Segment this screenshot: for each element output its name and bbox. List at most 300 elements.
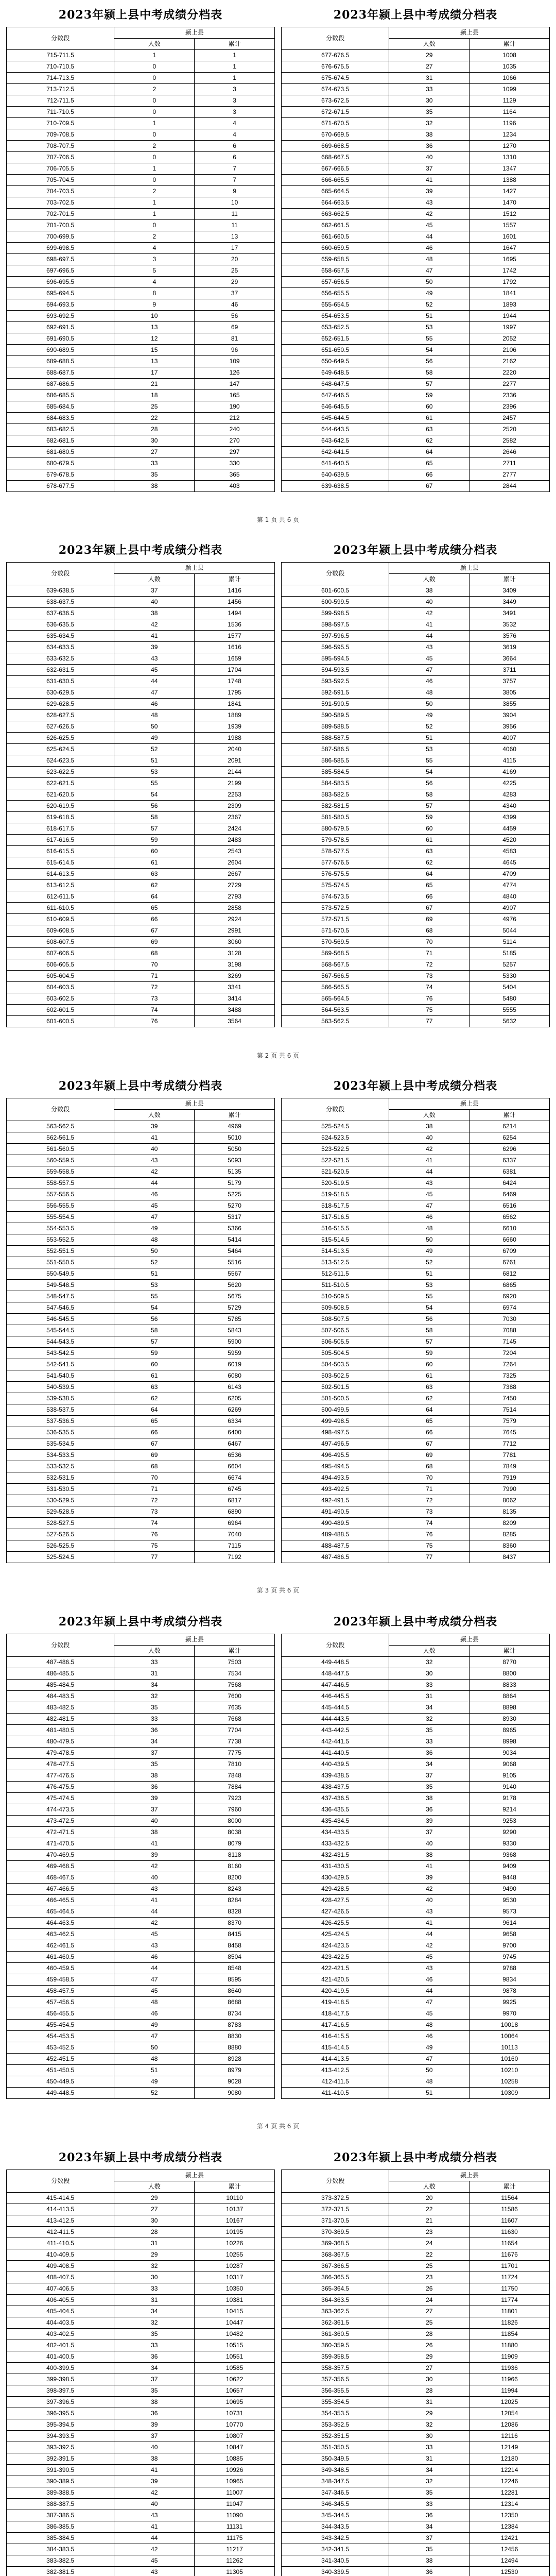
cumulative-cell: 3664: [470, 653, 550, 665]
count-cell: 44: [389, 1166, 470, 1178]
cumulative-cell: 4969: [195, 1121, 275, 1132]
cumulative-cell: 7635: [195, 1702, 275, 1714]
count-cell: 35: [389, 1782, 470, 1793]
table-row: [7, 2295, 275, 2306]
count-cell: 32: [389, 1714, 470, 1725]
count-cell: 35: [114, 469, 195, 481]
score-range-cell: 651-650.5: [282, 345, 389, 356]
score-range-cell: 645-644.5: [282, 413, 389, 424]
score-range-cell: 400-399.5: [7, 2363, 114, 2374]
count-cell: 64: [114, 891, 195, 903]
score-range-cell: 575-574.5: [282, 880, 389, 891]
score-range-cell: 404-403.5: [7, 2317, 114, 2329]
count-cell: 68: [389, 925, 470, 937]
score-range-cell: 563-562.5: [282, 1016, 389, 1027]
table-row: [282, 631, 550, 642]
cumulative-cell: 7712: [470, 1438, 550, 1450]
score-header: 分数段: [282, 27, 389, 50]
page-1: [0, 3, 556, 492]
score-table: [281, 2170, 550, 2576]
cumulative-cell: 7192: [195, 1552, 275, 1563]
cumulative-cell: 7264: [470, 1359, 550, 1370]
table-row: [282, 1997, 550, 2008]
cumulative-cell: 9970: [470, 2008, 550, 2020]
cumulative-cell: 7919: [470, 1472, 550, 1484]
table-row: [282, 1804, 550, 1816]
count-cell: 44: [389, 231, 470, 243]
count-cell: 68: [114, 1461, 195, 1472]
cumulative-cell: 6674: [195, 1472, 275, 1484]
count-cell: 41: [389, 1918, 470, 1929]
table-row: [282, 129, 550, 141]
table-row: [282, 2351, 550, 2363]
cumulative-cell: 7040: [195, 1529, 275, 1540]
count-cell: 36: [389, 2567, 470, 2576]
count-cell: 56: [389, 1314, 470, 1325]
county-header: 颍上县: [114, 27, 275, 39]
cumulative-cell: 11676: [470, 2249, 550, 2261]
table-row: [282, 322, 550, 333]
cumulative-cell: 1601: [470, 231, 550, 243]
score-range-cell: 671-670.5: [282, 118, 389, 129]
table-row: [7, 197, 275, 209]
cumulative-cell: 9448: [470, 1872, 550, 1884]
score-range-cell: 683-682.5: [7, 424, 114, 435]
count-cell: 40: [114, 1816, 195, 1827]
count-cell: 45: [114, 2555, 195, 2567]
table-row: [7, 1759, 275, 1770]
cumulative-cell: 10137: [195, 2204, 275, 2215]
cumulative-cell: 10551: [195, 2351, 275, 2363]
score-range-cell: 407-406.5: [7, 2283, 114, 2295]
score-range-cell: 665-664.5: [282, 186, 389, 197]
count-cell: 32: [114, 1691, 195, 1702]
cumulative-cell: 5185: [470, 948, 550, 959]
cumulative-cell: 9214: [470, 1804, 550, 1816]
cumulative-cell: 9878: [470, 1986, 550, 1997]
cumulative-cell: 6516: [470, 1200, 550, 1212]
score-range-cell: 715-711.5: [7, 50, 114, 61]
count-cell: 52: [114, 744, 195, 755]
score-range-cell: 439-438.5: [282, 1770, 389, 1782]
score-range-cell: 399-398.5: [7, 2374, 114, 2385]
score-range-cell: 426-425.5: [282, 1918, 389, 1929]
cumulative-cell: 2336: [470, 390, 550, 401]
table-row: [7, 1691, 275, 1702]
table-row: [7, 2419, 275, 2431]
table-row: [7, 299, 275, 311]
table-row: [7, 2340, 275, 2351]
count-cell: 37: [114, 2431, 195, 2442]
count-cell: 47: [389, 265, 470, 277]
count-cell: 41: [114, 2465, 195, 2476]
cumulative-cell: 8458: [195, 1940, 275, 1952]
score-range-cell: 660-659.5: [282, 243, 389, 254]
count-cell: 51: [389, 311, 470, 322]
table-row: [282, 1748, 550, 1759]
cumulative-cell: 8062: [470, 1495, 550, 1506]
table-row: [7, 1005, 275, 1016]
cumulative-cell: 10113: [470, 2042, 550, 2054]
score-range-cell: 603-602.5: [7, 993, 114, 1005]
count-cell: 4: [114, 243, 195, 254]
count-cell: 1: [114, 197, 195, 209]
count-cell: 49: [389, 2042, 470, 2054]
cumulative-header: 累计: [195, 2181, 275, 2193]
score-range-cell: 659-658.5: [282, 254, 389, 265]
score-table: [281, 1634, 550, 2099]
table-row: [7, 1518, 275, 1529]
cumulative-cell: 6761: [470, 1257, 550, 1268]
score-range-cell: 591-590.5: [282, 699, 389, 710]
score-range-cell: 681-680.5: [7, 447, 114, 458]
count-cell: 56: [114, 1314, 195, 1325]
cumulative-cell: 11607: [470, 2215, 550, 2227]
cumulative-cell: 10657: [195, 2385, 275, 2397]
cumulative-cell: 2711: [470, 458, 550, 469]
count-cell: 29: [389, 50, 470, 61]
table-row: [7, 1736, 275, 1748]
cumulative-cell: 9614: [470, 1918, 550, 1929]
table-row: [282, 2065, 550, 2076]
count-cell: 32: [389, 2419, 470, 2431]
cumulative-cell: 7645: [470, 1427, 550, 1438]
table-row: [7, 390, 275, 401]
table-row: [7, 710, 275, 721]
cumulative-cell: 1841: [470, 288, 550, 299]
score-range-cell: 454-453.5: [7, 2031, 114, 2042]
table-row: [282, 2054, 550, 2065]
cumulative-cell: 9034: [470, 1748, 550, 1759]
score-range-cell: 549-548.5: [7, 1280, 114, 1291]
count-cell: 0: [114, 175, 195, 186]
score-range-cell: 601-600.5: [7, 1016, 114, 1027]
score-range-cell: 713-712.5: [7, 84, 114, 95]
count-cell: 36: [389, 1748, 470, 1759]
cumulative-cell: 9368: [470, 1850, 550, 1861]
count-cell: 24: [389, 2295, 470, 2306]
cumulative-cell: 2220: [470, 367, 550, 379]
count-header: 人数: [114, 1646, 195, 1657]
count-cell: 36: [389, 2510, 470, 2521]
score-range-cell: 640-639.5: [282, 469, 389, 481]
table-row: [7, 1189, 275, 1200]
score-range-cell: 563-562.5: [7, 1121, 114, 1132]
table-row: [282, 2088, 550, 2099]
count-cell: 59: [114, 1348, 195, 1359]
score-range-cell: 551-550.5: [7, 1257, 114, 1268]
table-row: [282, 1155, 550, 1166]
score-range-cell: 530-529.5: [7, 1495, 114, 1506]
table-row: [7, 2227, 275, 2238]
score-range-cell: 615-614.5: [7, 857, 114, 869]
table-row: [282, 1257, 550, 1268]
table-row: [282, 424, 550, 435]
score-table: [281, 27, 550, 492]
table-row: [7, 2020, 275, 2031]
table-row: [7, 2272, 275, 2283]
table-row: [7, 2487, 275, 2499]
table-row: [7, 2031, 275, 2042]
table-row: [7, 982, 275, 993]
cumulative-cell: 10482: [195, 2329, 275, 2340]
count-cell: 47: [389, 1200, 470, 1212]
cumulative-cell: 9028: [195, 2076, 275, 2088]
table-row: [282, 948, 550, 959]
count-cell: 73: [389, 971, 470, 982]
cumulative-cell: 12246: [470, 2476, 550, 2487]
table-row: [7, 322, 275, 333]
cumulative-cell: 365: [195, 469, 275, 481]
table-row: [7, 767, 275, 778]
score-range-cell: 382-381.5: [7, 2567, 114, 2576]
table-row: [282, 2283, 550, 2295]
count-cell: 44: [114, 1906, 195, 1918]
cumulative-cell: 25: [195, 265, 275, 277]
score-range-cell: 394-393.5: [7, 2431, 114, 2442]
count-cell: 34: [114, 1736, 195, 1748]
score-range-cell: 427-426.5: [282, 1906, 389, 1918]
score-range-cell: 537-536.5: [7, 1416, 114, 1427]
count-cell: 73: [389, 1506, 470, 1518]
count-cell: 67: [389, 1438, 470, 1450]
table-row: [282, 401, 550, 413]
cumulative-cell: 12281: [470, 2487, 550, 2499]
table-row: [282, 2215, 550, 2227]
table-row: [7, 1929, 275, 1940]
count-cell: 53: [389, 322, 470, 333]
cumulative-cell: 6890: [195, 1506, 275, 1518]
count-cell: 0: [114, 220, 195, 231]
table-row: [282, 1370, 550, 1382]
table-row: [282, 1495, 550, 1506]
count-cell: 32: [389, 1657, 470, 1668]
cumulative-cell: 12350: [470, 2510, 550, 2521]
score-range-cell: 471-470.5: [7, 1838, 114, 1850]
cumulative-cell: 8595: [195, 1974, 275, 1986]
count-cell: 30: [114, 2215, 195, 2227]
count-cell: 71: [114, 1484, 195, 1495]
table-row: [7, 733, 275, 744]
cumulative-cell: 5959: [195, 1348, 275, 1359]
count-cell: 30: [389, 2431, 470, 2442]
cumulative-cell: 4840: [470, 891, 550, 903]
table-row: [282, 857, 550, 869]
score-range-cell: 411-410.5: [7, 2238, 114, 2249]
table-row: [282, 812, 550, 823]
score-range-cell: 433-432.5: [282, 1838, 389, 1850]
table-row: [7, 2238, 275, 2249]
table-row: [7, 2283, 275, 2295]
cumulative-cell: 6920: [470, 1291, 550, 1302]
cumulative-cell: 1388: [470, 175, 550, 186]
score-range-cell: 653-652.5: [282, 322, 389, 333]
score-range-cell: 444-443.5: [282, 1714, 389, 1725]
table-row: [7, 73, 275, 84]
score-range-cell: 710-709.5: [7, 118, 114, 129]
count-cell: 32: [114, 2261, 195, 2272]
cumulative-cell: 8160: [195, 1861, 275, 1872]
cumulative-cell: 11630: [470, 2227, 550, 2238]
cumulative-cell: 2199: [195, 778, 275, 789]
table-row: [282, 2227, 550, 2238]
count-cell: 33: [389, 1736, 470, 1748]
score-range-cell: 678-677.5: [7, 481, 114, 492]
cumulative-cell: 7514: [470, 1404, 550, 1416]
table-row: [282, 846, 550, 857]
count-cell: 22: [114, 413, 195, 424]
table-row: [282, 2042, 550, 2054]
table-row: [282, 1929, 550, 1940]
table-row: [7, 1212, 275, 1223]
table-row: [7, 50, 275, 61]
score-range-cell: 698-697.5: [7, 254, 114, 265]
score-range-cell: 516-515.5: [282, 1223, 389, 1234]
score-range-cell: 502-501.5: [282, 1382, 389, 1393]
count-cell: 45: [389, 1952, 470, 1963]
cumulative-cell: 1536: [195, 619, 275, 631]
score-range-cell: 608-607.5: [7, 937, 114, 948]
score-range-cell: 561-560.5: [7, 1144, 114, 1155]
score-range-cell: 542-541.5: [7, 1359, 114, 1370]
table-row: [7, 2397, 275, 2408]
table-row: [7, 1861, 275, 1872]
count-cell: 77: [114, 1552, 195, 1563]
count-cell: 49: [114, 2020, 195, 2031]
score-range-cell: 387-386.5: [7, 2510, 114, 2521]
cumulative-cell: 8285: [470, 1529, 550, 1540]
table-row: [282, 2431, 550, 2442]
count-cell: 26: [389, 2283, 470, 2295]
table-row: [282, 597, 550, 608]
count-cell: 44: [389, 631, 470, 642]
count-cell: 49: [389, 288, 470, 299]
count-cell: 30: [389, 95, 470, 107]
table-row: [282, 1850, 550, 1861]
cumulative-cell: 11724: [470, 2272, 550, 2283]
score-range-cell: 539-538.5: [7, 1393, 114, 1404]
score-range-cell: 396-395.5: [7, 2408, 114, 2419]
count-cell: 41: [389, 619, 470, 631]
count-cell: 48: [389, 254, 470, 265]
table-row: [7, 1540, 275, 1552]
count-cell: 51: [389, 2088, 470, 2099]
count-cell: 49: [114, 1223, 195, 1234]
count-cell: 43: [114, 2567, 195, 2576]
table-row: [282, 1472, 550, 1484]
score-range-cell: 525-524.5: [7, 1552, 114, 1563]
score-range-cell: 654-653.5: [282, 311, 389, 322]
cumulative-cell: 11936: [470, 2363, 550, 2374]
count-cell: 33: [114, 1657, 195, 1668]
cumulative-cell: 2052: [470, 333, 550, 345]
table-row: [7, 435, 275, 447]
count-cell: 36: [114, 2351, 195, 2363]
count-cell: 59: [389, 390, 470, 401]
score-range-cell: 513-512.5: [282, 1257, 389, 1268]
table-row: [7, 1793, 275, 1804]
score-range-cell: 409-408.5: [7, 2261, 114, 2272]
score-range-cell: 597-596.5: [282, 631, 389, 642]
table-row: [7, 2317, 275, 2329]
count-cell: 46: [389, 1974, 470, 1986]
table-row: [282, 1736, 550, 1748]
score-range-cell: 344-343.5: [282, 2521, 389, 2533]
cumulative-cell: 6205: [195, 1393, 275, 1404]
score-range-cell: 568-567.5: [282, 959, 389, 971]
count-cell: 39: [389, 1872, 470, 1884]
cumulative-cell: 8770: [470, 1657, 550, 1668]
cumulative-cell: 4: [195, 118, 275, 129]
table-row: [282, 2329, 550, 2340]
table-row: [7, 1302, 275, 1314]
table-row: [282, 721, 550, 733]
table-row: [7, 585, 275, 597]
table-row: [7, 2076, 275, 2088]
cumulative-cell: 10210: [470, 2065, 550, 2076]
cumulative-cell: 3757: [470, 676, 550, 687]
cumulative-cell: 8079: [195, 1838, 275, 1850]
table-row: [282, 1427, 550, 1438]
count-cell: 52: [389, 299, 470, 311]
score-range-cell: 412-411.5: [7, 2227, 114, 2238]
score-range-cell: 448-447.5: [282, 1668, 389, 1680]
cumulative-cell: 8800: [470, 1668, 550, 1680]
cumulative-cell: 8928: [195, 2054, 275, 2065]
count-cell: 42: [389, 1884, 470, 1895]
table-row: [7, 311, 275, 322]
count-cell: 51: [114, 755, 195, 767]
table-row: [7, 891, 275, 903]
cumulative-cell: 6865: [470, 1280, 550, 1291]
score-range-cell: 455-454.5: [7, 2020, 114, 2031]
table-row: [7, 1506, 275, 1518]
score-header: 分数段: [7, 27, 114, 50]
count-cell: 72: [114, 1495, 195, 1506]
score-range-cell: 668-667.5: [282, 152, 389, 163]
cumulative-cell: 10381: [195, 2295, 275, 2306]
cumulative-cell: 10167: [195, 2215, 275, 2227]
count-cell: 67: [389, 903, 470, 914]
count-cell: 9: [114, 299, 195, 311]
cumulative-cell: 10195: [195, 2227, 275, 2238]
score-range-cell: 649-648.5: [282, 367, 389, 379]
table-row: [7, 186, 275, 197]
count-cell: 48: [389, 687, 470, 699]
score-range-cell: 587-586.5: [282, 744, 389, 755]
count-cell: 50: [389, 699, 470, 710]
cumulative-cell: 5135: [195, 1166, 275, 1178]
table-row: [282, 175, 550, 186]
table-row: [7, 869, 275, 880]
cumulative-cell: 7534: [195, 1668, 275, 1680]
count-cell: 60: [389, 823, 470, 835]
table-row: [282, 1518, 550, 1529]
count-cell: 63: [389, 1382, 470, 1393]
score-range-cell: 623-622.5: [7, 767, 114, 778]
cumulative-cell: 7: [195, 175, 275, 186]
count-cell: 28: [114, 424, 195, 435]
cumulative-cell: 11654: [470, 2238, 550, 2249]
table-row: [282, 2385, 550, 2397]
table-row: [282, 699, 550, 710]
half-left: [6, 1610, 275, 2099]
table-row: [282, 1450, 550, 1461]
count-cell: 17: [114, 367, 195, 379]
table-row: [7, 424, 275, 435]
score-range-cell: 621-620.5: [7, 789, 114, 801]
score-range-cell: 359-358.5: [282, 2351, 389, 2363]
